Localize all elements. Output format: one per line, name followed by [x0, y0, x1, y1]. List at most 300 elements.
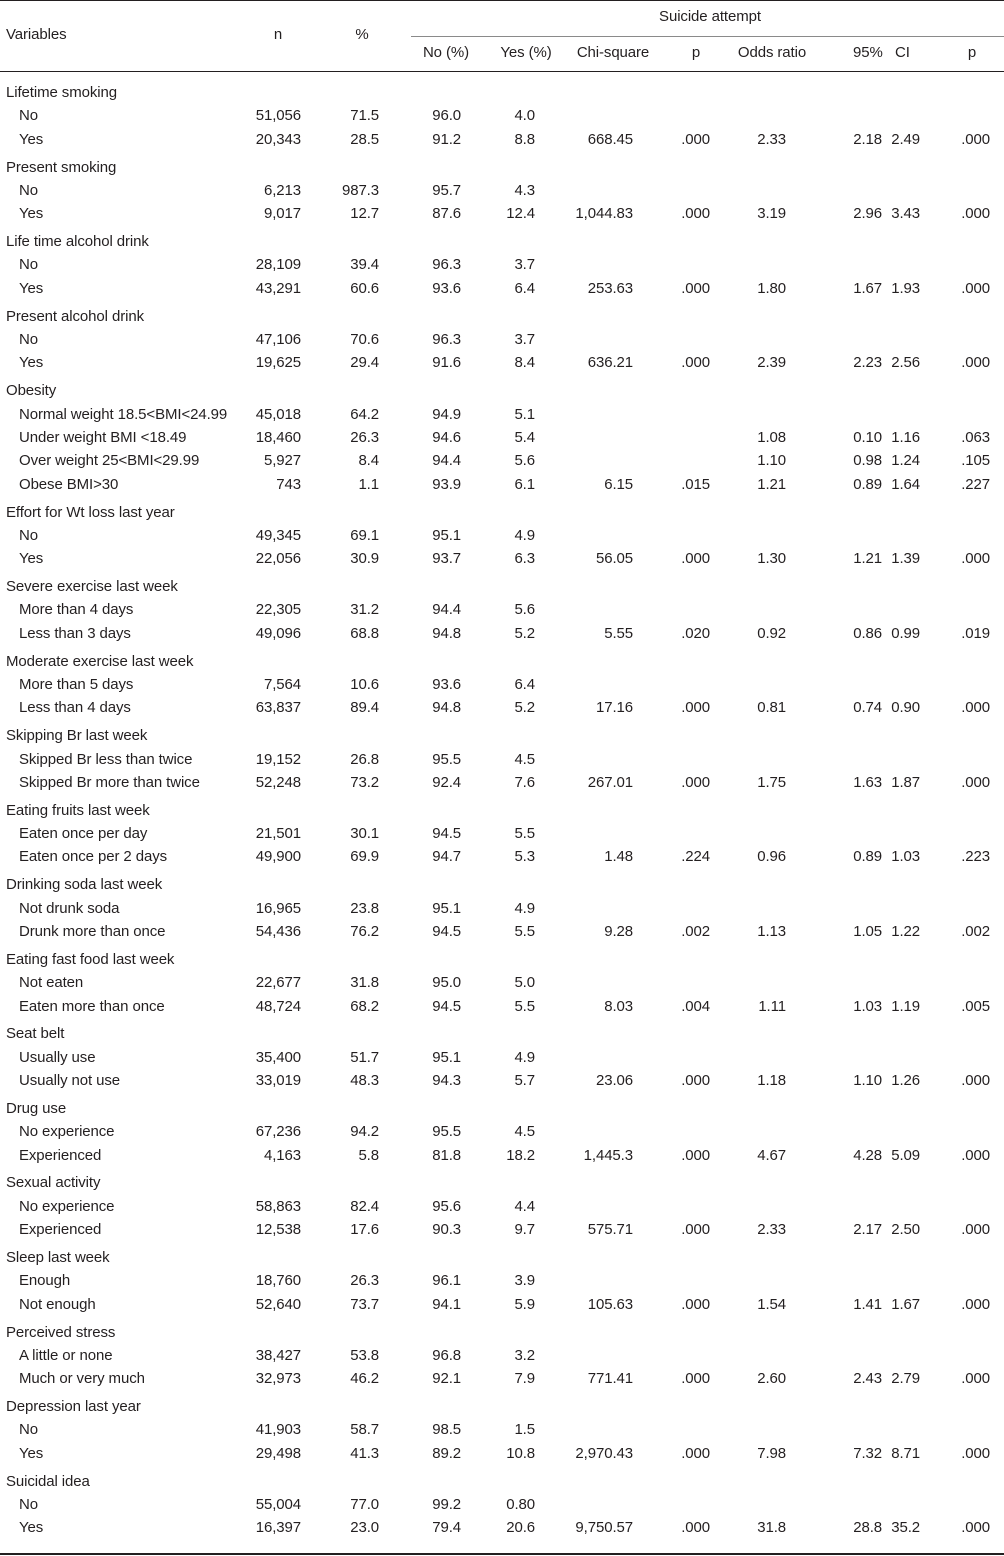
cell-yes-pct: 5.7: [514, 1072, 535, 1089]
row-label: Yes: [19, 354, 44, 372]
row-label: Not eaten: [19, 974, 84, 992]
cell-no-pct: 96.3: [432, 331, 461, 348]
cell-p2: .000: [961, 1295, 990, 1313]
cell-no-pct: 94.9: [432, 405, 461, 423]
header-bottom-rule: [0, 71, 1004, 72]
cell-pct: 60.6: [350, 279, 379, 297]
header-suicide-attempt: Suicide attempt: [659, 8, 761, 25]
row-label: Usually not use: [19, 1072, 121, 1089]
header-p: p: [691, 44, 701, 61]
cell-pct: 23.8: [350, 899, 379, 917]
cell-n: 58,863: [255, 1197, 301, 1215]
cell-yes-pct: 5.6: [514, 601, 535, 619]
cell-ci-high: 1.93: [891, 279, 920, 297]
cell-yes-pct: 6.3: [514, 550, 535, 568]
cell-p: .000: [681, 279, 710, 297]
header-odds-ratio: Odds ratio: [737, 44, 807, 61]
group-label: Skipping Br last week: [6, 727, 148, 745]
row-label: No: [19, 1421, 38, 1439]
cell-p: .000: [681, 354, 710, 372]
group-label: Severe exercise last week: [6, 578, 178, 595]
row-label: Yes: [19, 205, 44, 223]
cell-p: .000: [681, 130, 710, 148]
cell-n: 38,427: [255, 1346, 301, 1364]
cell-chi-square: 1.48: [604, 848, 633, 866]
cell-no-pct: 95.1: [432, 526, 461, 544]
subheader-rule: [411, 36, 1004, 37]
cell-yes-pct: 6.4: [514, 675, 535, 693]
row-label: Normal weight 18.5<BMI<24.99: [19, 405, 228, 423]
cell-pct: 73.7: [350, 1295, 379, 1313]
cell-yes-pct: 4.4: [514, 1197, 535, 1215]
cell-no-pct: 94.8: [432, 624, 461, 642]
cell-yes-pct: 5.2: [514, 624, 535, 642]
cell-p: .000: [681, 1519, 710, 1537]
cell-yes-pct: 5.5: [514, 922, 535, 940]
cell-p: .000: [681, 1072, 710, 1089]
cell-ci-high: 2.50: [891, 1221, 920, 1239]
cell-no-pct: 92.4: [432, 773, 461, 791]
cell-pct: 53.8: [350, 1346, 379, 1364]
row-label: Not drunk soda: [19, 899, 120, 917]
cell-chi-square: 668.45: [587, 130, 633, 148]
cell-n: 22,677: [255, 974, 301, 992]
cell-ci-low: 28.8: [853, 1519, 882, 1537]
cell-pct: 71.5: [350, 107, 379, 125]
cell-yes-pct: 12.4: [506, 205, 535, 223]
cell-pct: 58.7: [350, 1421, 379, 1439]
cell-pct: 23.0: [350, 1519, 379, 1537]
cell-pct: 12.7: [350, 205, 379, 223]
cell-no-pct: 95.6: [432, 1197, 461, 1215]
cell-pct: 26.8: [350, 750, 379, 768]
cell-pct: 26.3: [350, 428, 379, 446]
cell-ci-high: 2.56: [891, 354, 920, 372]
cell-yes-pct: 5.2: [514, 699, 535, 717]
cell-yes-pct: 5.0: [514, 974, 535, 992]
cell-n: 22,056: [255, 550, 301, 568]
cell-ci-low: 2.96: [853, 205, 882, 223]
cell-p2: .000: [961, 1370, 990, 1388]
cell-ci-high: 1.39: [891, 550, 920, 568]
cell-yes-pct: 18.2: [506, 1146, 535, 1164]
cell-ci-low: 0.86: [853, 624, 882, 642]
cell-ci-low: 0.89: [853, 475, 882, 493]
cell-ci-low: 1.05: [853, 922, 882, 940]
cell-chi-square: 267.01: [587, 773, 633, 791]
cell-no-pct: 87.6: [432, 205, 461, 223]
cell-ci-low: 0.89: [853, 848, 882, 866]
row-label: No experience: [19, 1123, 115, 1141]
row-label: Experienced: [19, 1221, 102, 1239]
cell-pct: 70.6: [350, 331, 379, 348]
cell-no-pct: 94.3: [432, 1072, 461, 1089]
cell-ci-high: 1.22: [891, 922, 920, 940]
cell-yes-pct: 9.7: [514, 1221, 535, 1239]
cell-chi-square: 23.06: [595, 1072, 633, 1089]
cell-odds-ratio: 1.30: [757, 550, 786, 568]
cell-odds-ratio: 2.33: [757, 1221, 786, 1239]
cell-pct: 82.4: [350, 1197, 379, 1215]
cell-p: .224: [681, 848, 710, 866]
cell-pct: 51.7: [350, 1048, 379, 1066]
row-label: Yes: [19, 1519, 44, 1537]
cell-no-pct: 93.6: [432, 675, 461, 693]
cell-no-pct: 81.8: [432, 1146, 461, 1164]
group-label: Drinking soda last week: [6, 876, 163, 894]
cell-pct: 69.1: [350, 526, 379, 544]
cell-p: .000: [681, 773, 710, 791]
cell-odds-ratio: 1.10: [757, 452, 786, 470]
cell-n: 49,900: [255, 848, 301, 866]
cell-no-pct: 95.1: [432, 1048, 461, 1066]
group-label: Moderate exercise last week: [6, 652, 194, 670]
cell-p2: .000: [961, 550, 990, 568]
group-label: Obesity: [6, 382, 57, 400]
cell-n: 45,018: [255, 405, 301, 423]
table-top-rule: [0, 0, 1004, 1]
cell-chi-square: 253.63: [587, 279, 633, 297]
cell-n: 6,213: [263, 181, 301, 199]
cell-pct: 5.8: [358, 1146, 379, 1164]
cell-n: 22,305: [255, 601, 301, 619]
cell-ci-high: 0.90: [891, 699, 920, 717]
cell-n: 19,625: [255, 354, 301, 372]
row-label: No: [19, 526, 38, 544]
cell-pct: 26.3: [350, 1272, 379, 1290]
group-label: Perceived stress: [6, 1323, 116, 1341]
cell-ci-low: 7.32: [853, 1444, 882, 1462]
header-chi-square: Chi-square: [576, 44, 650, 61]
cell-p2: .002: [961, 922, 990, 940]
cell-p2: .000: [961, 1146, 990, 1164]
cell-pct: 48.3: [350, 1072, 379, 1089]
cell-no-pct: 99.2: [432, 1495, 461, 1513]
cell-n: 47,106: [255, 331, 301, 348]
cell-pct: 17.6: [350, 1221, 379, 1239]
row-label: Obese BMI>30: [19, 475, 119, 493]
cell-odds-ratio: 31.8: [757, 1519, 786, 1537]
cell-ci-low: 1.41: [853, 1295, 882, 1313]
cell-n: 29,498: [255, 1444, 301, 1462]
cell-p2: .227: [961, 475, 990, 493]
cell-pct: 30.9: [350, 550, 379, 568]
cell-pct: 41.3: [350, 1444, 379, 1462]
group-label: Suicidal idea: [6, 1472, 90, 1490]
cell-chi-square: 56.05: [595, 550, 633, 568]
cell-pct: 28.5: [350, 130, 379, 148]
cell-n: 18,760: [255, 1272, 301, 1290]
cell-yes-pct: 5.3: [514, 848, 535, 866]
group-label: Present alcohol drink: [6, 307, 144, 325]
cell-pct: 39.4: [350, 256, 379, 274]
row-label: Eaten more than once: [19, 997, 165, 1015]
cell-chi-square: 9,750.57: [575, 1519, 633, 1537]
cell-no-pct: 95.1: [432, 899, 461, 917]
cell-pct: 29.4: [350, 354, 379, 372]
row-label: More than 4 days: [19, 601, 134, 619]
group-label: Drug use: [6, 1099, 67, 1117]
cell-ci-low: 2.23: [853, 354, 882, 372]
cell-no-pct: 95.0: [432, 974, 461, 992]
cell-ci-low: 0.98: [853, 452, 882, 470]
row-label: Eaten once per 2 days: [19, 848, 168, 866]
cell-n: 12,538: [255, 1221, 301, 1239]
cell-p2: .000: [961, 1519, 990, 1537]
cell-odds-ratio: 1.75: [757, 773, 786, 791]
cell-yes-pct: 5.5: [514, 997, 535, 1015]
cell-odds-ratio: 3.19: [757, 205, 786, 223]
cell-p2: .000: [961, 354, 990, 372]
cell-no-pct: 93.6: [432, 279, 461, 297]
cell-n: 743: [276, 475, 301, 493]
cell-odds-ratio: 1.54: [757, 1295, 786, 1313]
cell-n: 16,397: [255, 1519, 301, 1537]
cell-no-pct: 91.2: [432, 130, 461, 148]
cell-ci-low: 1.21: [853, 550, 882, 568]
cell-pct: 64.2: [350, 405, 379, 423]
cell-no-pct: 98.5: [432, 1421, 461, 1439]
cell-p: .002: [681, 922, 710, 940]
cell-ci-low: 0.10: [853, 428, 882, 446]
cell-pct: 8.4: [358, 452, 379, 470]
cell-ci-high: 1.19: [891, 997, 920, 1015]
cell-no-pct: 96.8: [432, 1346, 461, 1364]
cell-ci-high: 3.43: [891, 205, 920, 223]
cell-no-pct: 94.7: [432, 848, 461, 866]
cell-p: .000: [681, 205, 710, 223]
cell-yes-pct: 5.6: [514, 452, 535, 470]
header-ci95: 95%: [853, 44, 883, 61]
cell-yes-pct: 6.4: [514, 279, 535, 297]
row-label: Less than 4 days: [19, 699, 131, 717]
cell-pct: 68.2: [350, 997, 379, 1015]
cell-yes-pct: 0.80: [506, 1495, 535, 1513]
cell-chi-square: 17.16: [595, 699, 633, 717]
row-label: No: [19, 181, 38, 199]
cell-p: .015: [681, 475, 710, 493]
cell-ci-high: 1.16: [891, 428, 920, 446]
header-variables: Variables: [6, 26, 67, 43]
cell-n: 7,564: [263, 675, 301, 693]
cell-ci-high: 8.71: [891, 1444, 920, 1462]
cell-n: 52,640: [255, 1295, 301, 1313]
cell-yes-pct: 6.1: [514, 475, 535, 493]
cell-n: 5,927: [263, 452, 301, 470]
cell-pct: 31.8: [350, 974, 379, 992]
cell-p2: .000: [961, 130, 990, 148]
cell-pct: 1.1: [358, 475, 379, 493]
cell-ci-high: 2.49: [891, 130, 920, 148]
cell-yes-pct: 3.7: [514, 256, 535, 274]
cell-ci-high: 0.99: [891, 624, 920, 642]
cell-no-pct: 96.0: [432, 107, 461, 125]
row-label: Skipped Br more than twice: [19, 773, 200, 791]
header-yes-pct: Yes (%): [500, 44, 552, 61]
cell-p2: .223: [961, 848, 990, 866]
cell-n: 9,017: [263, 205, 301, 223]
row-label: Experienced: [19, 1146, 102, 1164]
cell-ci-low: 1.63: [853, 773, 882, 791]
cell-pct: 76.2: [350, 922, 379, 940]
cell-p2: .105: [961, 452, 990, 470]
cell-pct: 10.6: [350, 675, 379, 693]
row-label: No: [19, 107, 38, 125]
cell-n: 67,236: [255, 1123, 301, 1141]
row-label: Much or very much: [19, 1370, 145, 1388]
cell-no-pct: 94.8: [432, 699, 461, 717]
header-p2: p: [967, 44, 977, 61]
cell-no-pct: 94.5: [432, 997, 461, 1015]
cell-yes-pct: 8.8: [514, 130, 535, 148]
cell-ci-high: 5.09: [891, 1146, 920, 1164]
cell-ci-low: 0.74: [853, 699, 882, 717]
cell-yes-pct: 3.2: [514, 1346, 535, 1364]
cell-no-pct: 94.4: [432, 452, 461, 470]
cell-no-pct: 90.3: [432, 1221, 461, 1239]
cell-yes-pct: 4.5: [514, 1123, 535, 1141]
cell-ci-low: 2.43: [853, 1370, 882, 1388]
cell-chi-square: 1,445.3: [583, 1146, 633, 1164]
cell-yes-pct: 4.3: [514, 181, 535, 199]
cell-no-pct: 95.5: [432, 750, 461, 768]
cell-ci-low: 1.10: [853, 1072, 882, 1089]
cell-odds-ratio: 0.81: [757, 699, 786, 717]
cell-chi-square: 2,970.43: [575, 1444, 633, 1462]
cell-yes-pct: 5.1: [514, 405, 535, 423]
cell-p2: .000: [961, 773, 990, 791]
cell-ci-high: 1.64: [891, 475, 920, 493]
cell-ci-low: 2.18: [853, 130, 882, 148]
cell-ci-high: 1.67: [891, 1295, 920, 1313]
cell-ci-high: 1.26: [891, 1072, 920, 1089]
cell-n: 18,460: [255, 428, 301, 446]
row-label: Under weight BMI <18.49: [19, 428, 187, 446]
cell-odds-ratio: 1.11: [758, 997, 786, 1015]
cell-n: 21,501: [255, 825, 301, 842]
cell-odds-ratio: 7.98: [757, 1444, 786, 1462]
cell-p: .000: [681, 1444, 710, 1462]
cell-n: 52,248: [255, 773, 301, 791]
cell-ci-high: 2.79: [891, 1370, 920, 1388]
row-label: Usually use: [19, 1048, 96, 1066]
cell-yes-pct: 3.7: [514, 331, 535, 348]
cell-n: 48,724: [255, 997, 301, 1015]
cell-n: 54,436: [255, 922, 301, 940]
cell-n: 49,096: [255, 624, 301, 642]
cell-no-pct: 95.5: [432, 1123, 461, 1141]
cell-pct: 30.1: [350, 825, 379, 842]
cell-chi-square: 1,044.83: [575, 205, 633, 223]
cell-yes-pct: 5.9: [514, 1295, 535, 1313]
row-label: No: [19, 1495, 38, 1513]
cell-pct: 89.4: [350, 699, 379, 717]
cell-pct: 68.8: [350, 624, 379, 642]
group-label: Sexual activity: [6, 1174, 101, 1192]
cell-odds-ratio: 1.13: [757, 922, 786, 940]
row-label: No experience: [19, 1197, 115, 1215]
cell-ci-high: 35.2: [891, 1519, 920, 1537]
table-bottom-rule: [0, 1553, 1004, 1555]
cell-yes-pct: 8.4: [514, 354, 535, 372]
row-label: More than 5 days: [19, 675, 134, 693]
cell-no-pct: 92.1: [432, 1370, 461, 1388]
cell-odds-ratio: 2.39: [757, 354, 786, 372]
group-label: Eating fruits last week: [6, 801, 150, 819]
cell-n: 28,109: [255, 256, 301, 274]
cell-yes-pct: 20.6: [506, 1519, 535, 1537]
cell-chi-square: 5.55: [604, 624, 633, 642]
cell-yes-pct: 10.8: [506, 1444, 535, 1462]
cell-yes-pct: 7.6: [514, 773, 535, 791]
cell-no-pct: 96.1: [432, 1272, 461, 1290]
cell-pct: 73.2: [350, 773, 379, 791]
cell-odds-ratio: 1.80: [757, 279, 786, 297]
cell-odds-ratio: 1.21: [757, 475, 786, 493]
cell-chi-square: 575.71: [587, 1221, 633, 1239]
row-label: Over weight 25<BMI<29.99: [19, 452, 200, 470]
row-label: Yes: [19, 1444, 44, 1462]
row-label: Eaten once per day: [19, 825, 148, 842]
cell-n: 32,973: [255, 1370, 301, 1388]
cell-p2: .000: [961, 699, 990, 717]
row-label: Not enough: [19, 1295, 96, 1313]
cell-ci-high: 1.24: [891, 452, 920, 470]
cell-p: .020: [681, 624, 710, 642]
cell-ci-low: 4.28: [853, 1146, 882, 1164]
cell-pct: 77.0: [350, 1495, 379, 1513]
cell-p2: .000: [961, 1072, 990, 1089]
header-ci: CI: [895, 44, 910, 61]
cell-no-pct: 93.7: [432, 550, 461, 568]
cell-no-pct: 79.4: [432, 1519, 461, 1537]
cell-p: .000: [681, 550, 710, 568]
cell-odds-ratio: 0.92: [757, 624, 786, 642]
cell-p2: .000: [961, 1221, 990, 1239]
cell-odds-ratio: 0.96: [757, 848, 786, 866]
cell-chi-square: 105.63: [587, 1295, 633, 1313]
cell-ci-low: 2.17: [853, 1221, 882, 1239]
cell-yes-pct: 1.5: [514, 1421, 535, 1439]
cell-n: 16,965: [255, 899, 301, 917]
group-label: Lifetime smoking: [6, 84, 117, 101]
cell-n: 33,019: [255, 1072, 301, 1089]
row-label: Yes: [19, 550, 44, 568]
row-label: Less than 3 days: [19, 624, 131, 642]
cell-p: .000: [681, 1370, 710, 1388]
cell-no-pct: 89.2: [432, 1444, 461, 1462]
header-no-pct: No (%): [422, 44, 470, 61]
cell-p: .000: [681, 1146, 710, 1164]
cell-p2: .000: [961, 1444, 990, 1462]
cell-p2: .000: [961, 279, 990, 297]
row-label: Yes: [19, 279, 44, 297]
group-label: Seat belt: [6, 1025, 65, 1043]
cell-chi-square: 9.28: [604, 922, 633, 940]
group-label: Life time alcohol drink: [6, 233, 149, 251]
cell-no-pct: 95.7: [432, 181, 461, 199]
cell-pct: 69.9: [350, 848, 379, 866]
cell-chi-square: 771.41: [587, 1370, 633, 1388]
row-label: Enough: [19, 1272, 71, 1290]
cell-no-pct: 91.6: [432, 354, 461, 372]
cell-no-pct: 94.5: [432, 922, 461, 940]
group-label: Effort for Wt loss last year: [6, 503, 175, 521]
cell-odds-ratio: 2.60: [757, 1370, 786, 1388]
cell-n: 63,837: [255, 699, 301, 717]
cell-odds-ratio: 2.33: [757, 130, 786, 148]
cell-odds-ratio: 4.67: [757, 1146, 786, 1164]
